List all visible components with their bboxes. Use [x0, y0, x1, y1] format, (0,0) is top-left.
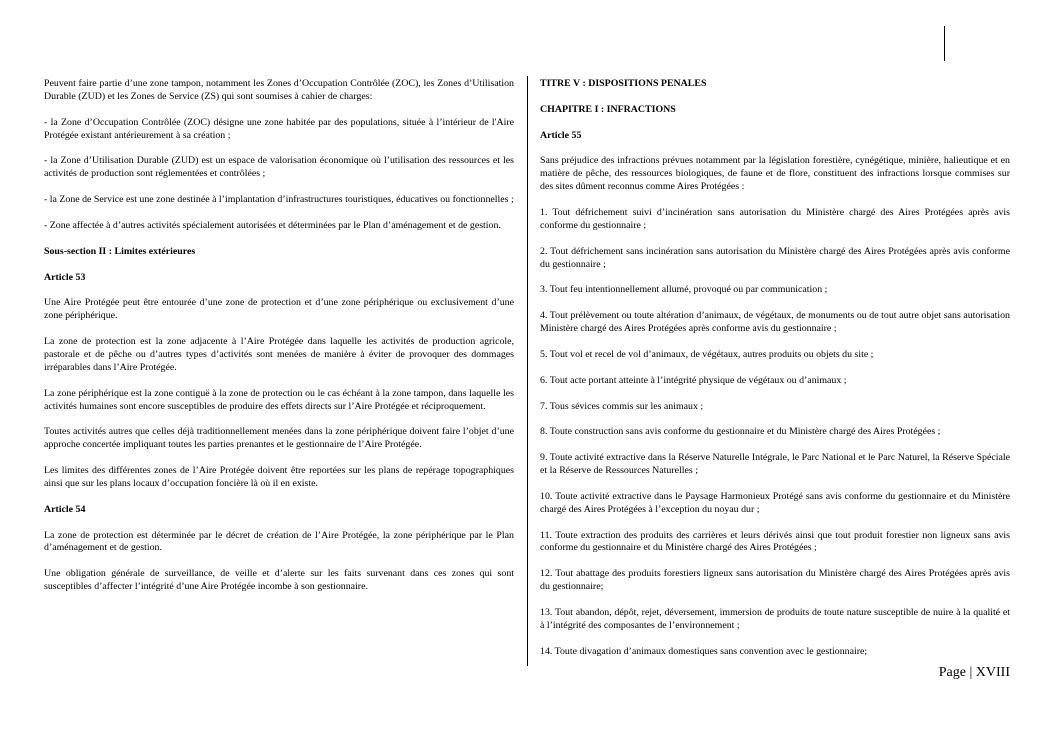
paragraph: - Zone affectée à d’autres activités spécialement autorisées et déterminées par le Plan d’aménagement et de gestion. — [44, 219, 501, 231]
section-heading: Article 53 — [44, 271, 86, 283]
paragraph: 5. Tout vol et recel de vol d’animaux, de végétaux, autres produits ou objets du site ; — [540, 348, 874, 360]
paragraph: 2. Tout défrichement sans incinération sans autorisation du Ministère chargé des Aires Protégées après avis conforme du gestionnaire ; — [540, 245, 1010, 270]
section-heading: Article 55 — [540, 129, 582, 141]
column-divider — [527, 76, 528, 666]
section-heading: Article 54 — [44, 503, 86, 515]
paragraph: - la Zone d’Occupation Contrôlée (ZOC) désigne une zone habitée par des populations, située à l’intérieur de l'Aire Protégée existant antérieurement à sa création ; — [44, 116, 514, 141]
paragraph: 6. Tout acte portant atteinte à l’intégrité physique de végétaux ou d’animaux ; — [540, 374, 847, 386]
paragraph: - la Zone de Service est une zone destinée à l’implantation d’infrastructures touristiques, éducatives ou fonctionnelles ; — [44, 194, 514, 206]
paragraph: Peuvent faire partie d’une zone tampon, notamment les Zones d’Occupation Contrôlée (ZOC), les Zones d’Utilisation Durable (ZUD) et les Zones de Service (ZS) qui sont soumises à cahier de charges: — [44, 78, 514, 102]
paragraph: 1. Tout défrichement suivi d’incinération sans autorisation du Ministère chargé des Aires Protégées après avis conforme du gestionnaire ; — [540, 207, 1010, 231]
paragraph: 13. Tout abandon, dépôt, rejet, déversement, immersion de produits de toute nature susceptible de nuire à la qualité et à l’intégrité des composantes de l’environnement ; — [540, 606, 1010, 631]
paragraph: 3. Tout feu intentionnellement allumé, provoqué ou par communication ; — [540, 284, 828, 296]
left-column — [44, 78, 514, 607]
paragraph: La zone périphérique est la zone contiguë à la zone de protection ou le cas échéant à la zone tampon, dans laquelle les activités humaines sont encore susceptibles de produire des effets directs sur l’Aire Protégée et réciproquement. — [44, 387, 514, 412]
paragraph: La zone de protection est la zone adjacente à l’Aire Protégée dans laquelle les activités de production agricole, pastorale et de pêche ou d’autres types d’activités sont menées de manière à éviter de provoquer des dommages irréparables dans l’Aire Protégée. — [44, 336, 514, 373]
paragraph: Toutes activités autres que celles déjà traditionnellement menées dans la zone périphérique doivent faire l’objet d’une approche concertée impliquant toutes les parties prenantes et le gestionnaire de l’Aire Protégée. — [44, 426, 514, 451]
paragraph: 4. Tout prélèvement ou toute altération d’animaux, de végétaux, de monuments ou de tout autre objet sans autorisation Ministère chargé des Aires Protégées après conforme avis du gestionnaire ; — [540, 310, 1010, 335]
paragraph: 12. Tout abattage des produits forestiers ligneux sans autorisation du Ministère chargé des Aires Protégées après avis du gestionnaire; — [540, 568, 1010, 593]
paragraph: Une obligation générale de surveillance, de veille et d’alerte sur les faits survenant dans ces zones qui sont susceptibles d’affecter l’intégrité d’une Aire Protégée incombe à son gestionnaire. — [44, 568, 514, 593]
section-heading: Sous-section II : Limites extérieures — [44, 245, 196, 257]
paragraph: La zone de protection est déterminée par le décret de création de l’Aire Protégée, la zone périphérique par le Plan d’aménagement et de gestion. — [44, 529, 514, 554]
paragraph: Les limites des différentes zones de l’Aire Protégée doivent être reportées sur les plans de repérage topographiques ainsi que sur les plans locaux d’occupation foncière là où il en existe. — [44, 465, 514, 489]
paragraph: 11. Toute extraction des produits des carrières et leurs dérivés ainsi que tout produit forestier non ligneux sans avis conforme du gestionnaire et du Ministère chargé des Aires Protégées ; — [540, 529, 1010, 554]
paragraph: 14. Toute divagation d’animaux domestiques sans convention avec le gestionnaire; — [540, 645, 868, 657]
section-heading: CHAPITRE I : INFRACTIONS — [540, 103, 676, 115]
page-label: Page — [938, 665, 966, 680]
header-rule — [944, 26, 945, 61]
page-separator: | — [969, 665, 973, 680]
paragraph: - la Zone d’Utilisation Durable (ZUD) est un espace de valorisation économique où l’utilisation des ressources et les activités de production sont réglementées et contrôlées ; — [44, 155, 514, 180]
page-footer — [939, 665, 1010, 681]
paragraph: Sans préjudice des infractions prévues notamment par la législation forestière, cynégétique, minière, halieutique et en matière de pêche, des ressources biologiques, de faune et de flore, constituent des infractions lorsque commises sur des sites dûment reconnus comme Aires Protégées : — [540, 155, 1010, 193]
section-heading: TITRE V : DISPOSITIONS PENALES — [540, 78, 707, 89]
paragraph: Une Aire Protégée peut être entourée d’une zone de protection et d’une zone périphérique ou exclusivement d’une zone périphérique. — [44, 297, 514, 322]
paragraph: 8. Toute construction sans avis conforme du gestionnaire et du Ministère chargé des Aires Protégées ; — [540, 426, 941, 438]
paragraph: 10. Toute activité extractive dans le Paysage Harmonieux Protégé sans avis conforme du gestionnaire et du Ministère chargé des Aires Protégées à l’exception du noyau dur ; — [540, 490, 1010, 515]
right-column — [540, 78, 1010, 671]
paragraph: 7. Tous sévices commis sur les animaux ; — [540, 400, 704, 412]
paragraph: 9. Toute activité extractive dans la Réserve Naturelle Intégrale, le Parc National et le Parc Naturel, la Réserve Spéciale et la Réserve de Ressources Naturelles ; — [540, 452, 1010, 476]
page-number: XVIII — [975, 665, 1010, 680]
